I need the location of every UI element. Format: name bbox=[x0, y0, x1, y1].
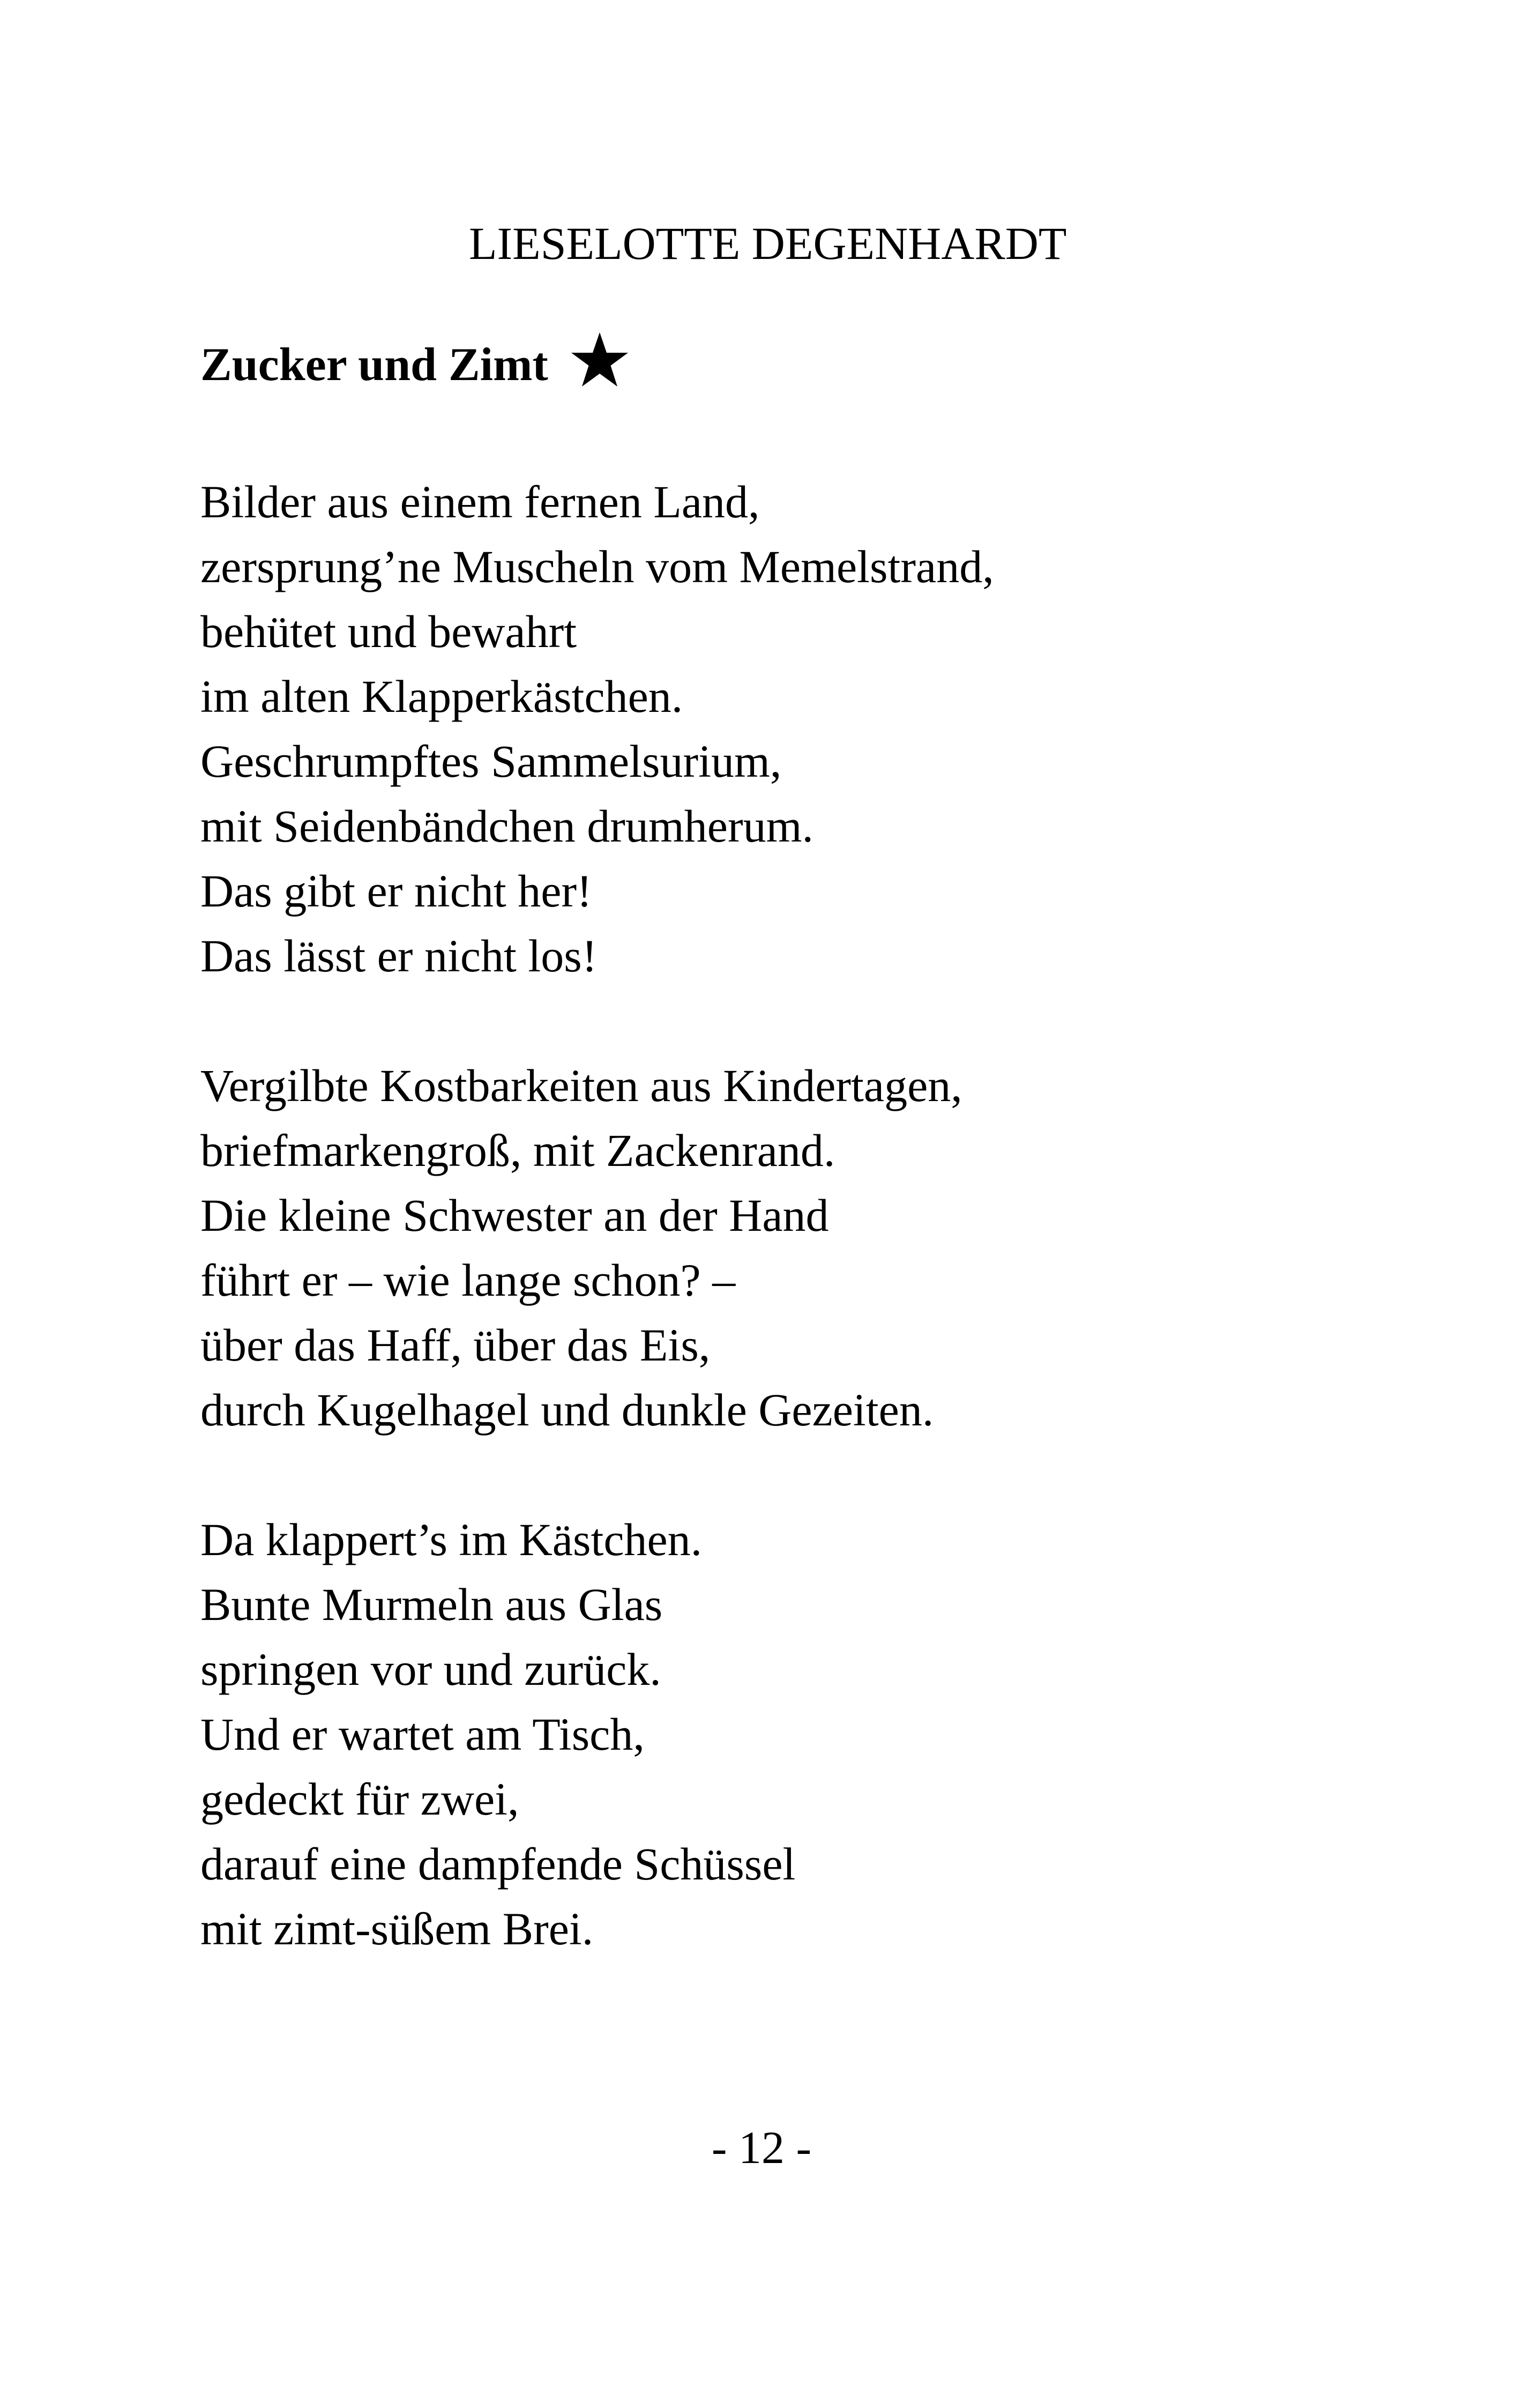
poem-line: Das gibt er nicht her! bbox=[200, 865, 592, 917]
poem-line: darauf eine dampfende Schüssel bbox=[200, 1838, 796, 1890]
poem-title-row bbox=[200, 335, 632, 395]
poem-line: Und er wartet am Tisch, bbox=[200, 1708, 645, 1760]
stanza-3 bbox=[200, 1507, 994, 1961]
poem-line: gedeckt für zwei, bbox=[200, 1773, 519, 1825]
poem-line: behütet und bewahrt bbox=[200, 606, 577, 657]
poem-line: führt er – wie lange schon? – bbox=[200, 1254, 736, 1306]
poem-line: über das Haff, über das Eis, bbox=[200, 1319, 711, 1371]
poem-line: zersprung’ne Muscheln vom Memelstrand, bbox=[200, 541, 994, 592]
poem-body bbox=[200, 470, 994, 2026]
star-icon bbox=[568, 329, 632, 393]
poem-title: Zucker und Zimt bbox=[200, 339, 548, 391]
poem-line: Bunte Murmeln aus Glas bbox=[200, 1579, 663, 1630]
poem-line: Die kleine Schwester an der Hand bbox=[200, 1190, 829, 1241]
poem-line: Bilder aus einem fernen Land, bbox=[200, 476, 760, 527]
poem-line: mit zimt-süßem Brei. bbox=[200, 1903, 594, 1954]
stanza-2 bbox=[200, 1053, 994, 1443]
poem-line: briefmarkengroß, mit Zackenrand. bbox=[200, 1125, 835, 1176]
poem-line: im alten Klapperkästchen. bbox=[200, 671, 683, 722]
poem-line: Da klappert’s im Kästchen. bbox=[200, 1514, 703, 1565]
poem-line: Das lässt er nicht los! bbox=[200, 930, 598, 982]
poem-line: mit Seidenbändchen drumherum. bbox=[200, 800, 813, 852]
poem-line: Vergilbte Kostbarkeiten aus Kindertagen, bbox=[200, 1060, 962, 1111]
author-name: LIESELOTTE DEGENHARDT bbox=[469, 218, 1067, 269]
stanza-1 bbox=[200, 470, 994, 989]
poem-line: Geschrumpftes Sammelsurium, bbox=[200, 735, 782, 787]
poem-line: durch Kugelhagel und dunkle Gezeiten. bbox=[200, 1384, 934, 1436]
page-number: - 12 - bbox=[711, 2122, 812, 2173]
poem-line: springen vor und zurück. bbox=[200, 1644, 661, 1695]
